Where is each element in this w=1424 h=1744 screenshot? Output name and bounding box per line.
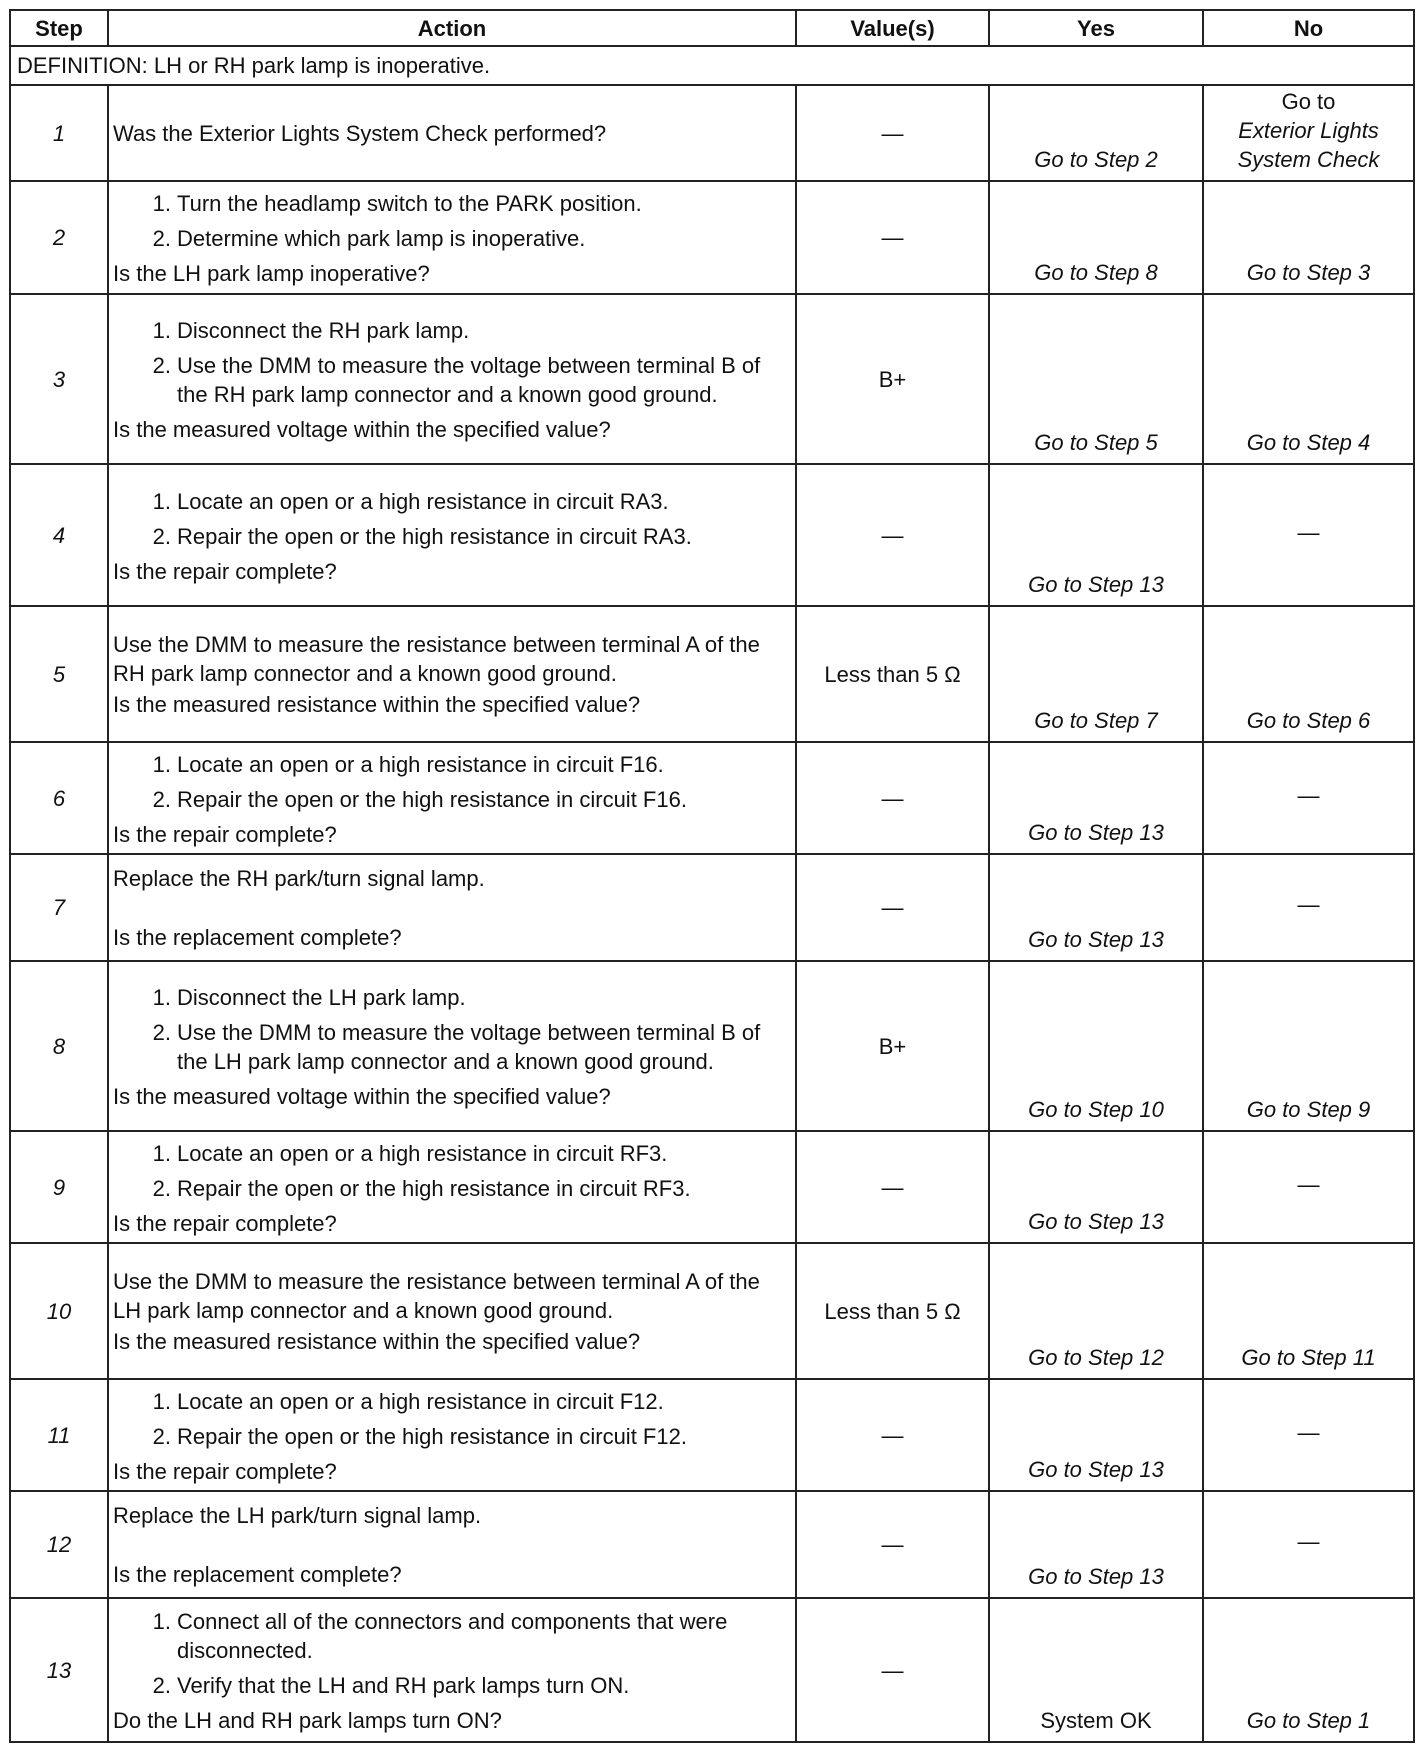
step-marker: 2. <box>152 786 171 812</box>
no-cell: Go to Step 3 <box>1203 181 1414 294</box>
header-row <box>10 10 1414 46</box>
action-question: Is the LH park lamp inoperative? <box>113 261 430 286</box>
no-cell: — <box>1203 1491 1414 1598</box>
step-number: 4 <box>10 464 108 606</box>
action-step-text: Disconnect the RH park lamp. <box>177 318 470 343</box>
action-step <box>152 522 791 551</box>
action-question: Is the measured voltage within the specified value? <box>113 417 611 442</box>
table-row <box>10 85 1414 181</box>
action-text: Use the DMM to measure the resistance between terminal A of the RH park lamp connector and a known good ground. <box>113 631 760 686</box>
action-cell <box>108 294 796 464</box>
step-number: 3 <box>10 294 108 464</box>
value-cell: — <box>796 464 989 606</box>
step-marker: 2. <box>152 1673 171 1698</box>
action-step <box>152 785 791 814</box>
yes-cell: Go to Step 13 <box>989 1131 1203 1243</box>
step-marker: 1. <box>152 318 171 343</box>
action-text: Replace the LH park/turn signal lamp. <box>113 1502 482 1528</box>
step-number: 5 <box>10 606 108 742</box>
action-step <box>152 1671 791 1700</box>
table-row <box>10 1598 1414 1742</box>
value-cell: — <box>796 1598 989 1742</box>
action-step <box>152 316 791 345</box>
step-number: 1 <box>10 85 108 181</box>
value-cell: — <box>796 1131 989 1243</box>
yes-cell: Go to Step 13 <box>989 742 1203 854</box>
step-marker: 1. <box>152 985 171 1010</box>
value-cell: — <box>796 1491 989 1598</box>
step-marker: 2. <box>152 1175 171 1201</box>
action-step <box>152 351 791 409</box>
action-step <box>152 224 791 253</box>
action-question: Is the repair complete? <box>113 821 337 847</box>
no-cell: Go to Step 4 <box>1203 294 1414 464</box>
action-question: Is the repair complete? <box>113 1458 337 1484</box>
step-number: 9 <box>10 1131 108 1243</box>
action-text: Replace the RH park/turn signal lamp. <box>113 865 485 891</box>
action-cell <box>108 181 796 294</box>
action-question: Is the repair complete? <box>113 558 337 584</box>
step-marker: 1. <box>152 488 171 514</box>
value-cell: — <box>796 85 989 181</box>
value-cell: — <box>796 1379 989 1491</box>
action-cell <box>108 1131 796 1243</box>
header-value: Value(s) <box>796 10 989 46</box>
action-steps <box>113 1139 791 1203</box>
yes-cell: Go to Step 5 <box>989 294 1203 464</box>
table-row <box>10 1243 1414 1379</box>
action-question: Is the repair complete? <box>113 1210 337 1236</box>
no-cell: Go to Step 1 <box>1203 1598 1414 1742</box>
action-step-text: Connect all of the connectors and components that were disconnected. <box>177 1609 728 1663</box>
step-marker: 1. <box>152 191 171 216</box>
action-step-text: Repair the open or the high resistance in circuit RA3. <box>177 523 692 549</box>
action-steps <box>113 750 791 814</box>
step-number: 8 <box>10 961 108 1131</box>
header-action: Action <box>108 10 796 46</box>
action-step <box>152 1139 791 1168</box>
step-marker: 1. <box>152 751 171 777</box>
yes-cell: Go to Step 12 <box>989 1243 1203 1379</box>
table-row <box>10 961 1414 1131</box>
action-step-text: Locate an open or a high resistance in circuit F16. <box>177 751 664 777</box>
action-step-text: Use the DMM to measure the voltage between terminal B of the LH park lamp connector and a known good ground. <box>177 1020 761 1074</box>
value-cell: — <box>796 854 989 961</box>
action-step <box>152 1387 791 1416</box>
no-cell: Go to Step 6 <box>1203 606 1414 742</box>
definition-row <box>10 46 1414 85</box>
header-step: Step <box>10 10 108 46</box>
action-question: Do the LH and RH park lamps turn ON? <box>113 1708 502 1733</box>
no-cell: — <box>1203 464 1414 606</box>
table-row <box>10 854 1414 961</box>
step-number: 11 <box>10 1379 108 1491</box>
action-step-text: Verify that the LH and RH park lamps turn ON. <box>177 1673 630 1698</box>
value-cell: — <box>796 742 989 854</box>
action-step <box>152 1607 791 1665</box>
action-step <box>152 1018 791 1076</box>
value-cell: Less than 5 Ω <box>796 606 989 742</box>
action-cell <box>108 854 796 961</box>
action-step <box>152 750 791 779</box>
step-marker: 1. <box>152 1388 171 1414</box>
no-cell-link: Exterior Lights System Check <box>1237 117 1380 172</box>
no-cell-prefix: Go to <box>1281 88 1336 114</box>
action-steps <box>113 983 791 1076</box>
action-steps <box>113 1607 791 1700</box>
action-cell <box>108 961 796 1131</box>
yes-cell: Go to Step 7 <box>989 606 1203 742</box>
step-marker: 2. <box>152 226 171 251</box>
table-row <box>10 464 1414 606</box>
action-step <box>152 1174 791 1203</box>
yes-cell: Go to Step 2 <box>989 85 1203 181</box>
action-cell <box>108 742 796 854</box>
yes-cell: Go to Step 10 <box>989 961 1203 1131</box>
action-step-text: Determine which park lamp is inoperative. <box>177 226 586 251</box>
action-question: Is the measured resistance within the specified value? <box>113 1328 641 1354</box>
action-cell <box>108 85 796 181</box>
header-yes: Yes <box>989 10 1203 46</box>
action-step-text: Disconnect the LH park lamp. <box>177 985 466 1010</box>
step-number: 6 <box>10 742 108 854</box>
value-cell: B+ <box>796 294 989 464</box>
step-marker: 2. <box>152 1020 171 1045</box>
value-cell: B+ <box>796 961 989 1131</box>
action-step-text: Repair the open or the high resistance in circuit RF3. <box>177 1175 691 1201</box>
yes-cell: Go to Step 13 <box>989 854 1203 961</box>
step-number: 12 <box>10 1491 108 1598</box>
yes-cell: Go to Step 13 <box>989 464 1203 606</box>
table-row <box>10 294 1414 464</box>
action-step-text: Locate an open or a high resistance in circuit RA3. <box>177 488 669 514</box>
table-row <box>10 1131 1414 1243</box>
action-steps <box>113 1387 791 1451</box>
no-cell: — <box>1203 742 1414 854</box>
no-cell: — <box>1203 1131 1414 1243</box>
definition-text: DEFINITION: LH or RH park lamp is inoperative. <box>10 46 1414 85</box>
diagnostic-table <box>9 9 1415 1743</box>
table-row <box>10 1491 1414 1598</box>
step-number: 10 <box>10 1243 108 1379</box>
yes-cell: System OK <box>989 1598 1203 1742</box>
yes-cell: Go to Step 13 <box>989 1491 1203 1598</box>
action-cell <box>108 1379 796 1491</box>
action-step-text: Repair the open or the high resistance in circuit F16. <box>177 786 687 812</box>
action-cell <box>108 1598 796 1742</box>
action-step-text: Turn the headlamp switch to the PARK position. <box>177 191 642 216</box>
action-cell <box>108 1243 796 1379</box>
action-step-text: Locate an open or a high resistance in circuit F12. <box>177 1388 664 1414</box>
action-cell <box>108 464 796 606</box>
action-steps <box>113 487 791 551</box>
step-marker: 2. <box>152 1423 171 1449</box>
action-step <box>152 189 791 218</box>
no-cell: Go to Step 11 <box>1203 1243 1414 1379</box>
no-cell: — <box>1203 854 1414 961</box>
table-row <box>10 1379 1414 1491</box>
action-question: Is the measured resistance within the specified value? <box>113 691 641 717</box>
table-row <box>10 181 1414 294</box>
action-step-text: Use the DMM to measure the voltage between terminal B of the RH park lamp connector and a known good ground. <box>177 353 761 407</box>
step-marker: 1. <box>152 1140 171 1166</box>
step-marker: 1. <box>152 1609 171 1634</box>
value-cell: — <box>796 181 989 294</box>
yes-cell: Go to Step 8 <box>989 181 1203 294</box>
header-no: No <box>1203 10 1414 46</box>
action-text: Use the DMM to measure the resistance between terminal A of the LH park lamp connector and a known good ground. <box>113 1268 760 1323</box>
action-text: Was the Exterior Lights System Check performed? <box>113 120 607 146</box>
action-cell <box>108 606 796 742</box>
step-number: 7 <box>10 854 108 961</box>
table-row <box>10 606 1414 742</box>
no-cell: — <box>1203 1379 1414 1491</box>
action-step-text: Repair the open or the high resistance in circuit F12. <box>177 1423 687 1449</box>
action-steps <box>113 316 791 409</box>
step-number: 13 <box>10 1598 108 1742</box>
step-number: 2 <box>10 181 108 294</box>
yes-cell: Go to Step 13 <box>989 1379 1203 1491</box>
action-step-text: Locate an open or a high resistance in circuit RF3. <box>177 1140 668 1166</box>
table-row <box>10 742 1414 854</box>
step-marker: 2. <box>152 523 171 549</box>
value-cell: Less than 5 Ω <box>796 1243 989 1379</box>
action-cell <box>108 1491 796 1598</box>
action-step <box>152 487 791 516</box>
action-question: Is the measured voltage within the specified value? <box>113 1084 611 1109</box>
action-question: Is the replacement complete? <box>113 1561 402 1587</box>
no-cell <box>1203 85 1414 181</box>
no-cell: Go to Step 9 <box>1203 961 1414 1131</box>
action-step <box>152 983 791 1012</box>
action-step <box>152 1422 791 1451</box>
action-steps <box>113 189 791 253</box>
action-question: Is the replacement complete? <box>113 924 402 950</box>
step-marker: 2. <box>152 353 171 378</box>
